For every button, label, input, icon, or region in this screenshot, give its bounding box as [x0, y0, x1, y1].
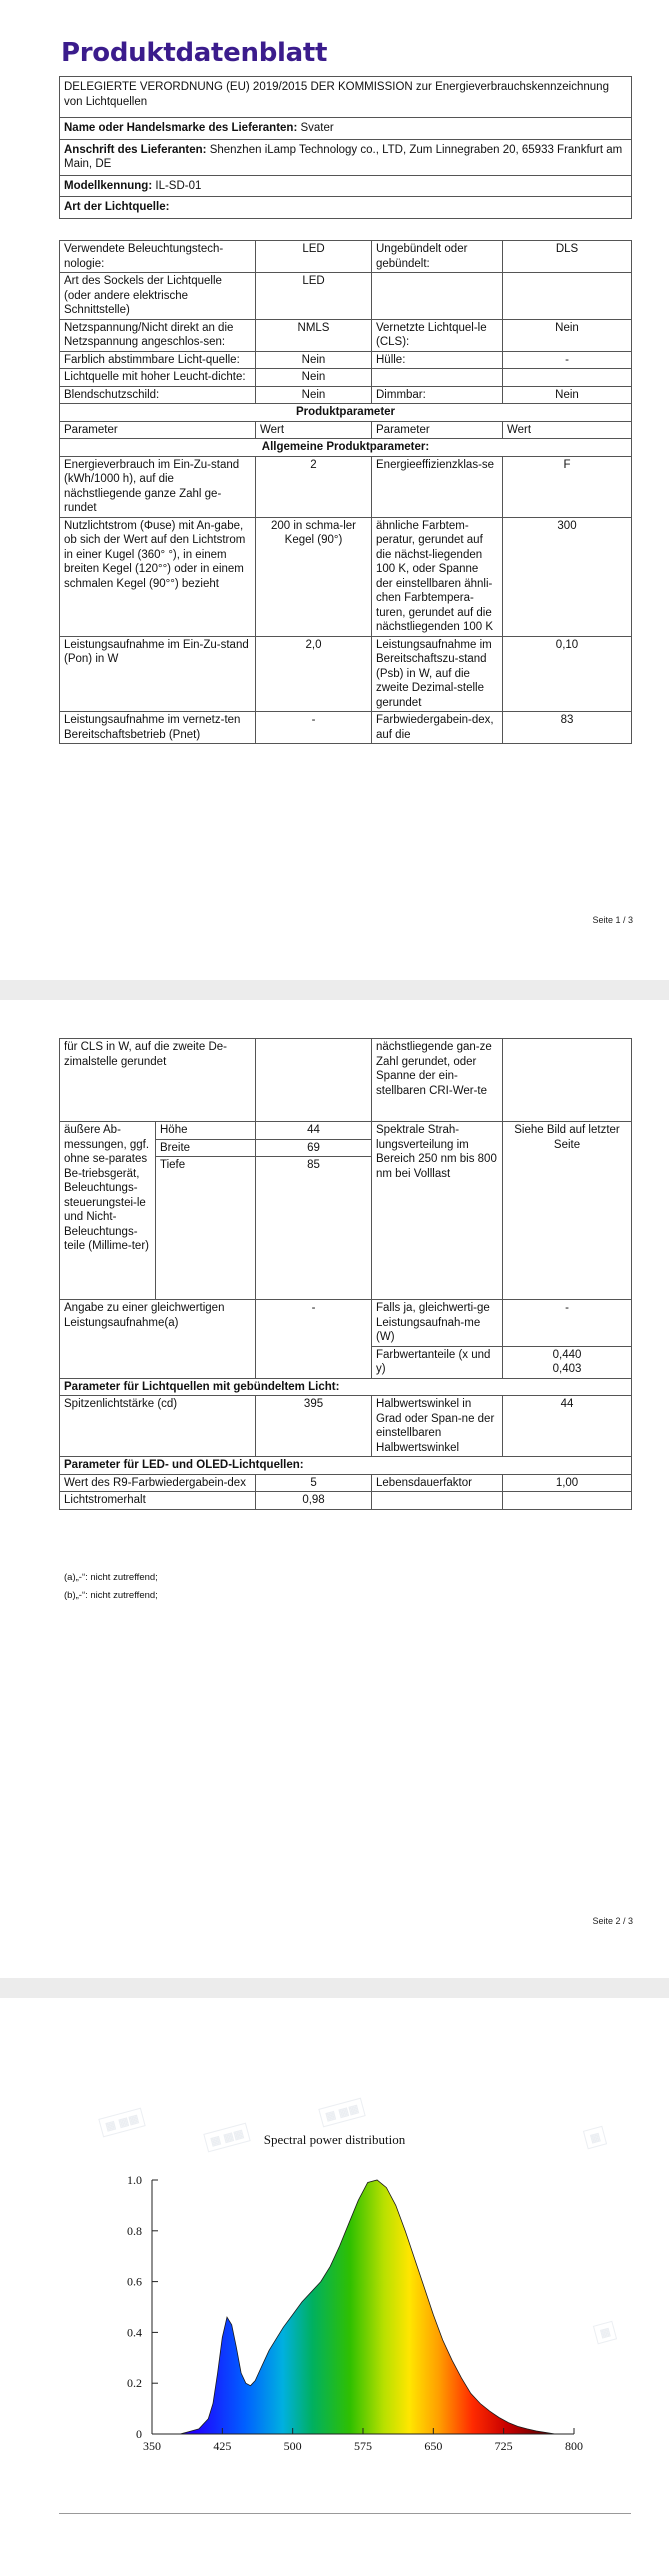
divider — [59, 2513, 631, 2514]
dim-width-value: 69 — [256, 1139, 372, 1157]
cell — [372, 369, 503, 387]
footnote-a: (a)„-“: nicht zutreffend; — [64, 1572, 158, 1583]
dim-height-value: 44 — [256, 1122, 372, 1140]
cell: für CLS in W, auf die zweite De-zimalstelle gerundet — [60, 1039, 256, 1122]
cell: Leistungsaufnahme im vernetz-ten Bereitschaftsbetrieb (Pnet) — [60, 712, 256, 744]
beam-label: Halbwertswinkel in Grad oder Span-ne der einstellbaren Halbwertswinkel — [372, 1396, 503, 1457]
cell: 83 — [503, 712, 632, 744]
cell: Leistungsaufnahme im Bereitschaftszu-stand (Psb) in W, auf die zweite Dezimal-stelle gerundet — [372, 636, 503, 712]
page-number: Seite 2 / 3 — [592, 1916, 633, 1926]
table-row — [60, 273, 632, 320]
column-header: Parameter — [372, 421, 503, 439]
table-row — [60, 319, 632, 351]
maint-value: 0,98 — [256, 1492, 372, 1510]
page-3 — [0, 1998, 669, 2560]
watermark: ▦ — [583, 2126, 608, 2150]
x-tick-label: 575 — [354, 2439, 372, 2453]
column-header: Wert — [256, 421, 372, 439]
address-row — [60, 139, 632, 175]
page-title: Produktdatenblatt — [61, 38, 328, 68]
r9-label: Wert des R9-Farbwiedergabein-dex — [60, 1474, 256, 1492]
cell: 0,10 — [503, 636, 632, 712]
table-row — [60, 636, 632, 712]
cell: NMLS — [256, 319, 372, 351]
cell: 2,0 — [256, 636, 372, 712]
cell: 2 — [256, 456, 372, 517]
watermark: ▦ — [593, 2321, 618, 2345]
cell: Lichtquelle mit hoher Leucht-dichte: — [60, 369, 256, 387]
beam-value: 44 — [503, 1396, 632, 1457]
supplier-table — [59, 76, 632, 219]
table-row — [60, 517, 632, 636]
model-row — [60, 175, 632, 197]
y-tick-label: 1.0 — [127, 2173, 142, 2187]
spectral-label: Spektrale Strah-lungsverteilung im Bereich 250 nm bis 800 nm bei Volllast — [372, 1122, 503, 1300]
cell: Netzspannung/Nicht direkt an die Netzspannung angeschlos-sen: — [60, 319, 256, 351]
cell: LED — [256, 241, 372, 273]
cell: Art des Sockels der Lichtquelle (oder andere elektrische Schnittstelle) — [60, 273, 256, 320]
maint-label: Lichtstromerhalt — [60, 1492, 256, 1510]
cell: 200 in schma-ler Kegel (90°) — [256, 517, 372, 636]
cell — [503, 1492, 632, 1510]
y-tick-label: 0.6 — [127, 2274, 142, 2289]
watermark: ▦ ▦▦ — [203, 2123, 251, 2153]
cell: Dimmbar: — [372, 386, 503, 404]
y-tick-label: 0.2 — [127, 2376, 142, 2391]
dim-height-label: Höhe — [156, 1122, 256, 1140]
y-tick-label: 0 — [136, 2427, 142, 2441]
x-tick-label: 725 — [494, 2439, 513, 2453]
peak-value: 395 — [256, 1396, 372, 1457]
equiv-value: - — [256, 1300, 372, 1379]
cell: Energieverbrauch im Ein-Zu-stand (kWh/1000 h), auf die nächstliegende ganze Zahl ge-rundet — [60, 456, 256, 517]
table-row — [60, 1492, 632, 1510]
page-2 — [0, 1000, 669, 1978]
table-row — [60, 456, 632, 517]
table-row — [60, 241, 632, 273]
cell: Hülle: — [372, 351, 503, 369]
cell: Energieeffizienzklas-se — [372, 456, 503, 517]
table-row — [60, 351, 632, 369]
table-row — [60, 1039, 632, 1122]
cell: nächstliegende gan-ze Zahl gerundet, oder Spanne der ein-stellbaren CRI-Wer-te — [372, 1039, 503, 1122]
cell — [372, 273, 503, 320]
supplier-value: Svater — [300, 122, 334, 134]
light-type-heading: Art der Lichtquelle: — [60, 197, 632, 219]
chroma-values — [503, 1346, 632, 1378]
y-tick-label: 0.8 — [127, 2223, 142, 2238]
cell — [503, 1039, 632, 1122]
page-1 — [0, 0, 669, 980]
table-row — [60, 1396, 632, 1457]
led-heading: Parameter für LED- und OLED-Lichtquellen: — [60, 1457, 632, 1475]
general-params-heading: Allgemeine Produktparameter: — [60, 439, 632, 457]
cell: - — [503, 351, 632, 369]
cell: Nein — [256, 351, 372, 369]
directional-heading: Parameter für Lichtquellen mit gebündeltem Licht: — [60, 1378, 632, 1396]
x-tick-label: 425 — [213, 2439, 232, 2453]
watermark: ▦ ▦▦ — [318, 2098, 366, 2128]
table-row — [60, 1474, 632, 1492]
y-tick-label: 0.4 — [127, 2325, 142, 2340]
lifetime-label: Lebensdauerfaktor — [372, 1474, 503, 1492]
cell: Farblich abstimmbare Licht-quelle: — [60, 351, 256, 369]
table-row — [60, 712, 632, 744]
cell — [372, 1492, 503, 1510]
cell: ähnliche Farbtem-peratur, gerundet auf die nächst-liegenden 100 K, oder Spanne der einstellbaren ähnli-chen Farbtempera-turen, gerundet auf die nächstliegenden 100 K — [372, 517, 503, 636]
chroma-y: 0,403 — [552, 1363, 582, 1375]
x-tick-label: 800 — [565, 2439, 583, 2453]
column-header: Wert — [503, 421, 632, 439]
cell — [503, 369, 632, 387]
cell: Verwendete Beleuchtungstech-nologie: — [60, 241, 256, 273]
cell — [256, 1039, 372, 1122]
x-tick-label: 350 — [143, 2439, 161, 2453]
model-label: Modellkennung: — [64, 179, 153, 192]
footnote-b: (b)„-“: nicht zutreffend; — [64, 1590, 158, 1601]
product-params-heading: Produktparameter — [60, 404, 632, 422]
cell: Leistungsaufnahme im Ein-Zu-stand (Pon) in W — [60, 636, 256, 712]
address-value: Shenzhen iLamp Technology co., LTD, Zum Linnegraben 20, 65933 Frankfurt am Main, DE — [64, 143, 623, 170]
cell: Blendschutzschild: — [60, 386, 256, 404]
cell: DLS — [503, 241, 632, 273]
page-number: Seite 1 / 3 — [592, 915, 633, 925]
spectral-value: Siehe Bild auf letzter Seite — [503, 1122, 632, 1300]
address-label: Anschrift des Lieferanten: — [64, 143, 207, 156]
chart-title: Spectral power distribution — [263, 2132, 406, 2147]
table-header-row — [60, 421, 632, 439]
model-value: IL-SD-01 — [155, 179, 202, 192]
params-table-cont — [59, 1038, 632, 1510]
cell: Nutzlichtstrom (Φuse) mit An-gabe, ob sich der Wert auf den Lichtstrom in einer Kugel (360° °), in einem breiten Kegel (120°°) oder in einem schmalen Kegel (90°°) bezieht — [60, 517, 256, 636]
table-row — [60, 1122, 632, 1140]
cell: Nein — [256, 386, 372, 404]
x-tick-label: 500 — [283, 2439, 302, 2453]
chroma-x: 0,440 — [552, 1348, 582, 1361]
table-row — [60, 1300, 632, 1347]
lifetime-value: 1,00 — [503, 1474, 632, 1492]
cell — [503, 273, 632, 320]
light-source-table — [59, 240, 632, 744]
watermark: ▦ ▦▦ — [98, 2108, 146, 2138]
equiv-q-label: Falls ja, gleichwerti-ge Leistungsaufnah-me (W) — [372, 1300, 503, 1347]
cell: Vernetzte Lichtquel-le (CLS): — [372, 319, 503, 351]
x-tick-label: 650 — [424, 2439, 443, 2453]
dim-depth-value: 85 — [256, 1157, 372, 1300]
regulation-text: DELEGIERTE VERORDNUNG (EU) 2019/2015 DER KOMMISSION zur Energieverbrauchskennzeichnung von Lichtquellen — [60, 77, 632, 118]
column-header: Parameter — [60, 421, 256, 439]
supplier-row — [60, 118, 632, 140]
equiv-label: Angabe zu einer gleichwertigen Leistungsaufnahme(a) — [60, 1300, 256, 1379]
cell: 300 — [503, 517, 632, 636]
chroma-label: Farbwertanteile (x und y) — [372, 1346, 503, 1378]
table-row — [60, 369, 632, 387]
cell: LED — [256, 273, 372, 320]
cell: Nein — [503, 319, 632, 351]
cell: F — [503, 456, 632, 517]
cell: Nein — [503, 386, 632, 404]
supplier-label: Name oder Handelsmarke des Lieferanten: — [64, 122, 298, 134]
table-row — [60, 386, 632, 404]
dim-width-label: Breite — [156, 1139, 256, 1157]
cell: Farbwiedergabein-dex, auf die — [372, 712, 503, 744]
r9-value: 5 — [256, 1474, 372, 1492]
peak-label: Spitzenlichtstärke (cd) — [60, 1396, 256, 1457]
cell: - — [256, 712, 372, 744]
equiv-q-value: - — [503, 1300, 632, 1347]
cell: Nein — [256, 369, 372, 387]
dims-label: äußere Ab-messungen, ggf. ohne se-parates Be-triebsgerät, Beleuchtungs-steuerungstei-le und Nicht-Beleuchtungs-teile (Millime-ter) — [60, 1122, 156, 1300]
dim-depth-label: Tiefe — [156, 1157, 256, 1300]
cell: Ungebündelt oder gebündelt: — [372, 241, 503, 273]
